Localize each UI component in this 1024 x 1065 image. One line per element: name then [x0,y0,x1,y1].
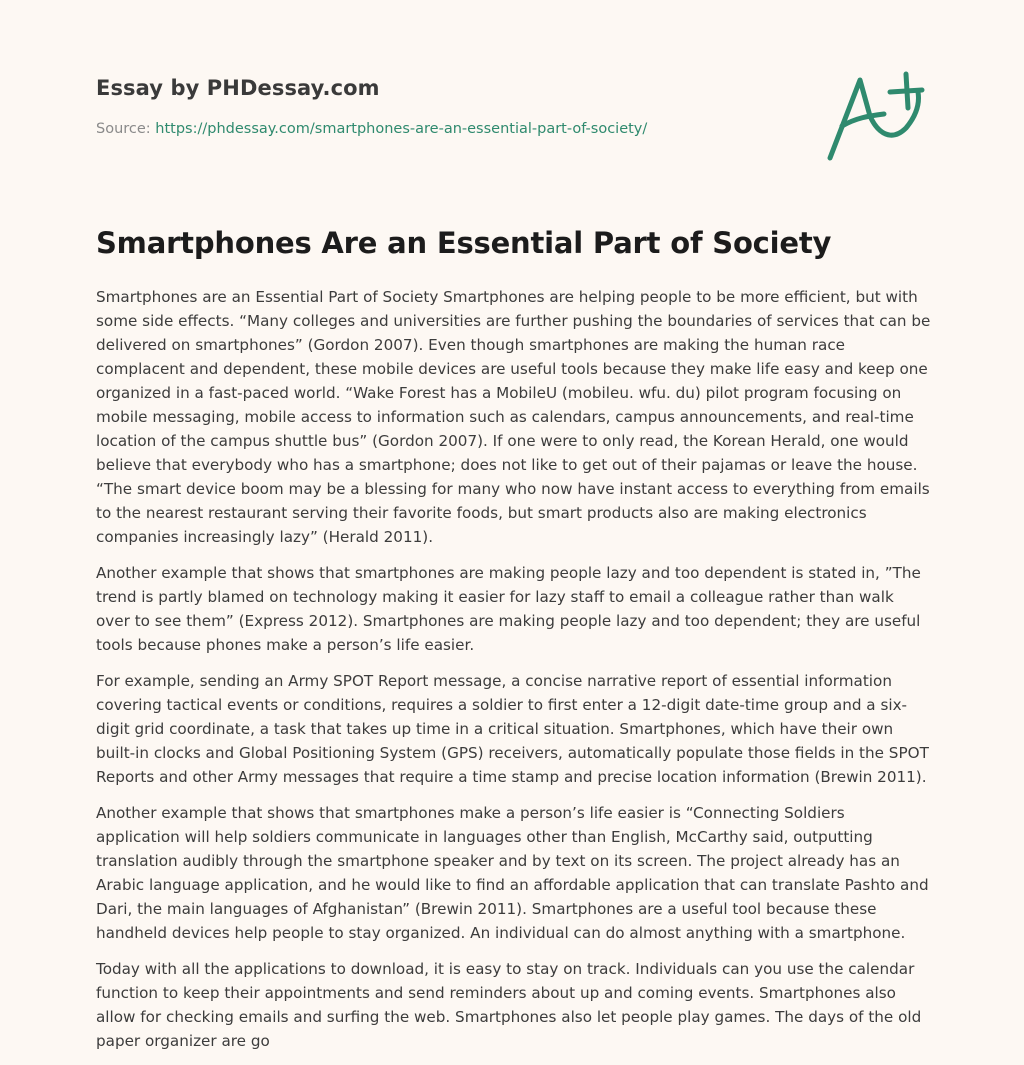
essay-paragraph: Today with all the applications to download, it is easy to stay on track. Individuals can you use the calendar function to keep their appointments and send reminders about up and coming events. Smartphones also allow for checking emails and surfing the web. Smartphones also let people play games. The days of the old paper organizer are go [96,960,922,1050]
brand-title: Essay by PHDessay.com [96,76,380,100]
essay-paragraph: Another example that shows that smartphones are making people lazy and too dependent is stated in, ”The trend is partly blamed on technology making it easier for lazy staff to email a colleague rather than walk over to see them” (Express 2012). Smartphones are making people lazy and too dependent; they are useful tools because phones make a person’s life easier. [96,564,921,654]
source-link[interactable]: https://phdessay.com/smartphones-are-an-essential-part-of-society/ [155,121,648,137]
source-line [96,121,796,137]
source-label: Source: [96,121,151,137]
page-header [96,76,796,137]
essay-body [96,285,932,1065]
essay-paragraph: Another example that shows that smartphones make a person’s life easier is “Connecting Soldiers application will help soldiers communicate in languages other than English, McCarthy said, outputting translation audibly through the smartphone speaker and by text on its screen. The project already has an Arabic language application, and he would like to find an affordable application that can translate Pashto and Dari, the main languages of Afghanistan” (Brewin 2011). Smartphones are a useful tool because these handheld devices help people to stay organized. An individual can do almost anything with a smartphone. [96,804,929,942]
essay-paragraph: For example, sending an Army SPOT Report message, a concise narrative report of essential information covering tactical events or conditions, requires a soldier to first enter a 12-digit date-time group and a six-digit grid coordinate, a task that takes up time in a critical situation. Smartphones, which have their own built-in clocks and Global Positioning System (GPS) receivers, automatically populate those fields in the SPOT Reports and other Army messages that require a time stamp and precise location information (Brewin 2011). [96,672,929,786]
a-plus-logo-icon [822,68,930,164]
essay-title: Smartphones Are an Essential Part of Society [96,226,832,260]
essay-paragraph: Smartphones are an Essential Part of Society Smartphones are helping people to be more efficient, but with some side effects. “Many colleges and universities are further pushing the boundaries of services that can be delivered on smartphones” (Gordon 2007). Even though smartphones are making the human race complacent and dependent, these mobile devices are useful tools because they make life easy and keep one organized in a fast-paced world. “Wake Forest has a MobileU (mobileu. wfu. du) pilot program focusing on mobile messaging, mobile access to information such as calendars, campus announcements, and real-time location of the campus shuttle bus” (Gordon 2007). If one were to only read, the Korean Herald, one would believe that everybody who has a smartphone; does not like to get out of their pajamas or leave the house. “The smart device boom may be a blessing for many who now have instant access to everything from emails to the nearest restaurant serving their favorite foods, but smart products also are making electronics companies increasingly lazy” (Herald 2011). [96,288,931,546]
